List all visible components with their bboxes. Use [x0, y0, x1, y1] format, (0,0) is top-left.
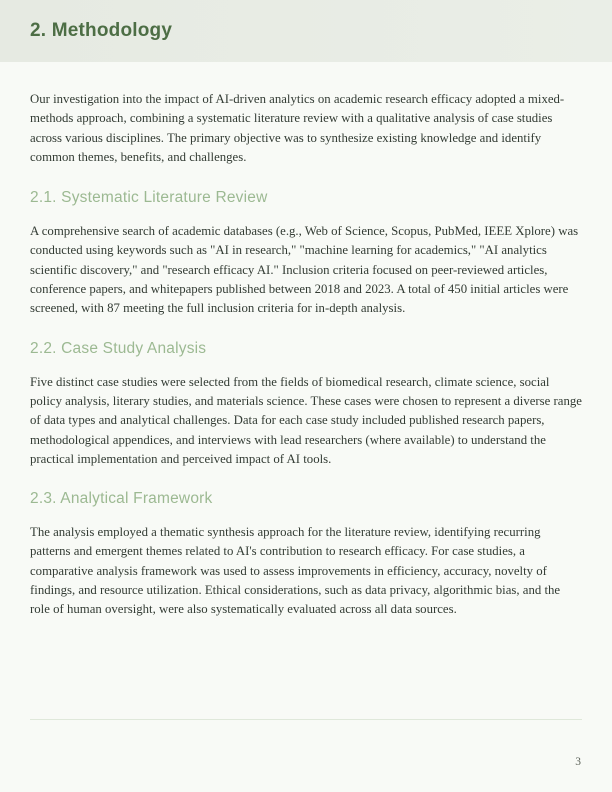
chapter-title: 2. Methodology	[30, 20, 173, 41]
section-heading-2-1: 2.1. Systematic Literature Review	[30, 189, 268, 207]
section-paragraph-2-2: Five distinct case studies were selected from the fields of biomedical research, climate science, social policy analysis, literary studies, and materials science. These cases were chosen to represent a diverse range of data types and analytical challenges. Data for each case study included published research papers, methodological appendices, and interviews with lead researchers (where available) to understand the practical implementation and perceived impact of AI tools.	[30, 374, 582, 466]
section-paragraph-2-3: The analysis employed a thematic synthesis approach for the literature review, identifying recurring patterns and emergent themes related to AI's contribution to research efficacy. For case studies, a comparative analysis framework was used to assess improvements in efficiency, accuracy, novelty of findings, and resource utilization. Ethical considerations, such as data privacy, algorithmic bias, and the role of human oversight, were also systematically evaluated across all data sources.	[30, 525, 561, 617]
section-heading-2-2: 2.2. Case Study Analysis	[30, 339, 207, 357]
page-header-band	[0, 0, 612, 62]
section-paragraph-2-1: A comprehensive search of academic databases (e.g., Web of Science, Scopus, PubMed, IEEE Xplore) was conducted using keywords such as "AI in research," "machine learning for academics," "AI analytics scientific discovery," and "research efficacy AI." Inclusion criteria focused on peer-reviewed articles, conference papers, and whitepapers published between 2018 and 2023. A total of 450 initial articles were screened, with 87 meeting the full inclusion criteria for in-depth analysis.	[30, 224, 579, 316]
footer-divider	[30, 719, 582, 720]
page-content	[0, 90, 612, 620]
page-number: 3	[575, 756, 581, 768]
section-heading-2-3: 2.3. Analytical Framework	[30, 490, 213, 508]
intro-paragraph: Our investigation into the impact of AI-driven analytics on academic research efficacy adopted a mixed-methods approach, combining a systematic literature review with a qualitative analysis of case studies across various disciplines. The primary objective was to synthesize existing knowledge and identify common themes, benefits, and challenges.	[30, 92, 565, 164]
